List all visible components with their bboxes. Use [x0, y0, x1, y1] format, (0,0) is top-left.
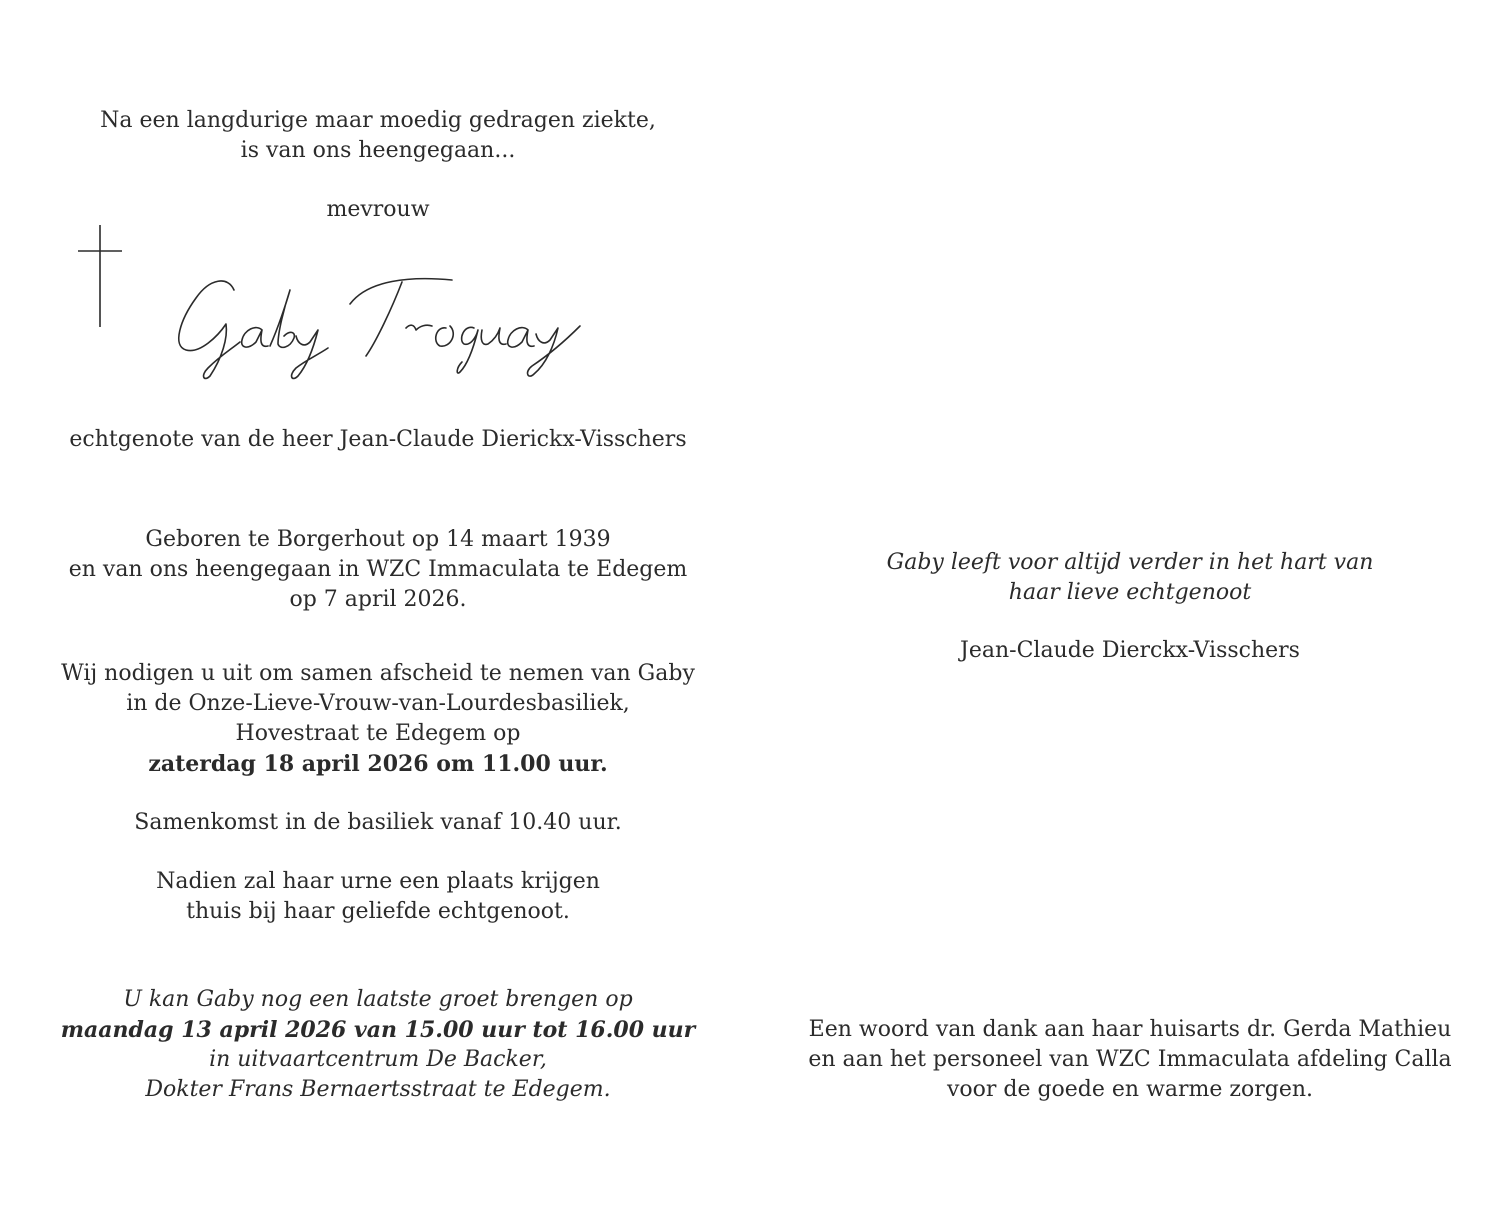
- invite-date: zaterdag 18 april 2026 om 11.00 uur.: [148, 751, 608, 777]
- thanks-text: [800, 1015, 1460, 1105]
- funeral-invitation: [48, 659, 708, 779]
- honorific-text: mevrouw: [326, 197, 430, 222]
- invite-line-2: in de Onze-Lieve-Vrouw-van-Lourdesbasiliek,: [126, 691, 630, 716]
- visit-line-4: Dokter Frans Bernaertsstraat te Edegem.: [145, 1077, 611, 1102]
- invite-line-1: Wij nodigen u uit om samen afscheid te nemen van Gaby: [61, 661, 695, 686]
- remembrance-line-1: Gaby leeft voor altijd verder in het hart van: [886, 550, 1374, 575]
- honorific: [48, 195, 708, 225]
- thanks-line-3: voor de goede en warme zorgen.: [946, 1077, 1314, 1102]
- visit-line-1: U kan Gaby nog een laatste groet brengen op: [123, 987, 633, 1012]
- spouse-line: [48, 425, 708, 455]
- intro-text: [48, 106, 708, 166]
- birth-line-2: en van ons heengegaan in WZC Immaculata te Edegem: [68, 557, 688, 582]
- gathering-info: [48, 808, 708, 838]
- signatory-name: Jean-Claude Dierckx-Visschers: [960, 638, 1300, 663]
- thanks-line-1: Een woord van dank aan haar huisarts dr. Gerda Mathieu: [808, 1017, 1452, 1042]
- birth-death-info: [48, 525, 708, 615]
- urn-info: [48, 867, 708, 927]
- birth-line-3: op 7 april 2026.: [289, 587, 467, 612]
- urn-line-2: thuis bij haar geliefde echtgenoot.: [186, 899, 570, 924]
- remembrance-line-2: haar lieve echtgenoot: [1008, 580, 1252, 605]
- intro-line-2: is van ons heengegaan...: [240, 138, 516, 163]
- visit-line-3: in uitvaartcentrum De Backer,: [209, 1047, 547, 1072]
- name-signature: [170, 268, 590, 383]
- intro-line-1: Na een langdurige maar moedig gedragen ziekte,: [100, 108, 656, 133]
- visitation-info: [48, 985, 708, 1105]
- cross-icon: [78, 225, 124, 329]
- remembrance-text: [800, 548, 1460, 608]
- thanks-line-2: en aan het personeel van WZC Immaculata afdeling Calla: [808, 1047, 1452, 1072]
- gathering-text: Samenkomst in de basiliek vanaf 10.40 uur.: [134, 810, 622, 835]
- invite-line-3: Hovestraat te Edegem op: [235, 721, 521, 746]
- signatory: [800, 636, 1460, 666]
- birth-line-1: Geboren te Borgerhout op 14 maart 1939: [145, 527, 611, 552]
- visit-date: maandag 13 april 2026 van 15.00 uur tot 16.00 uur: [60, 1017, 696, 1043]
- spouse-text: echtgenote van de heer Jean-Claude Dierickx-Visschers: [69, 427, 687, 452]
- urn-line-1: Nadien zal haar urne een plaats krijgen: [156, 869, 600, 894]
